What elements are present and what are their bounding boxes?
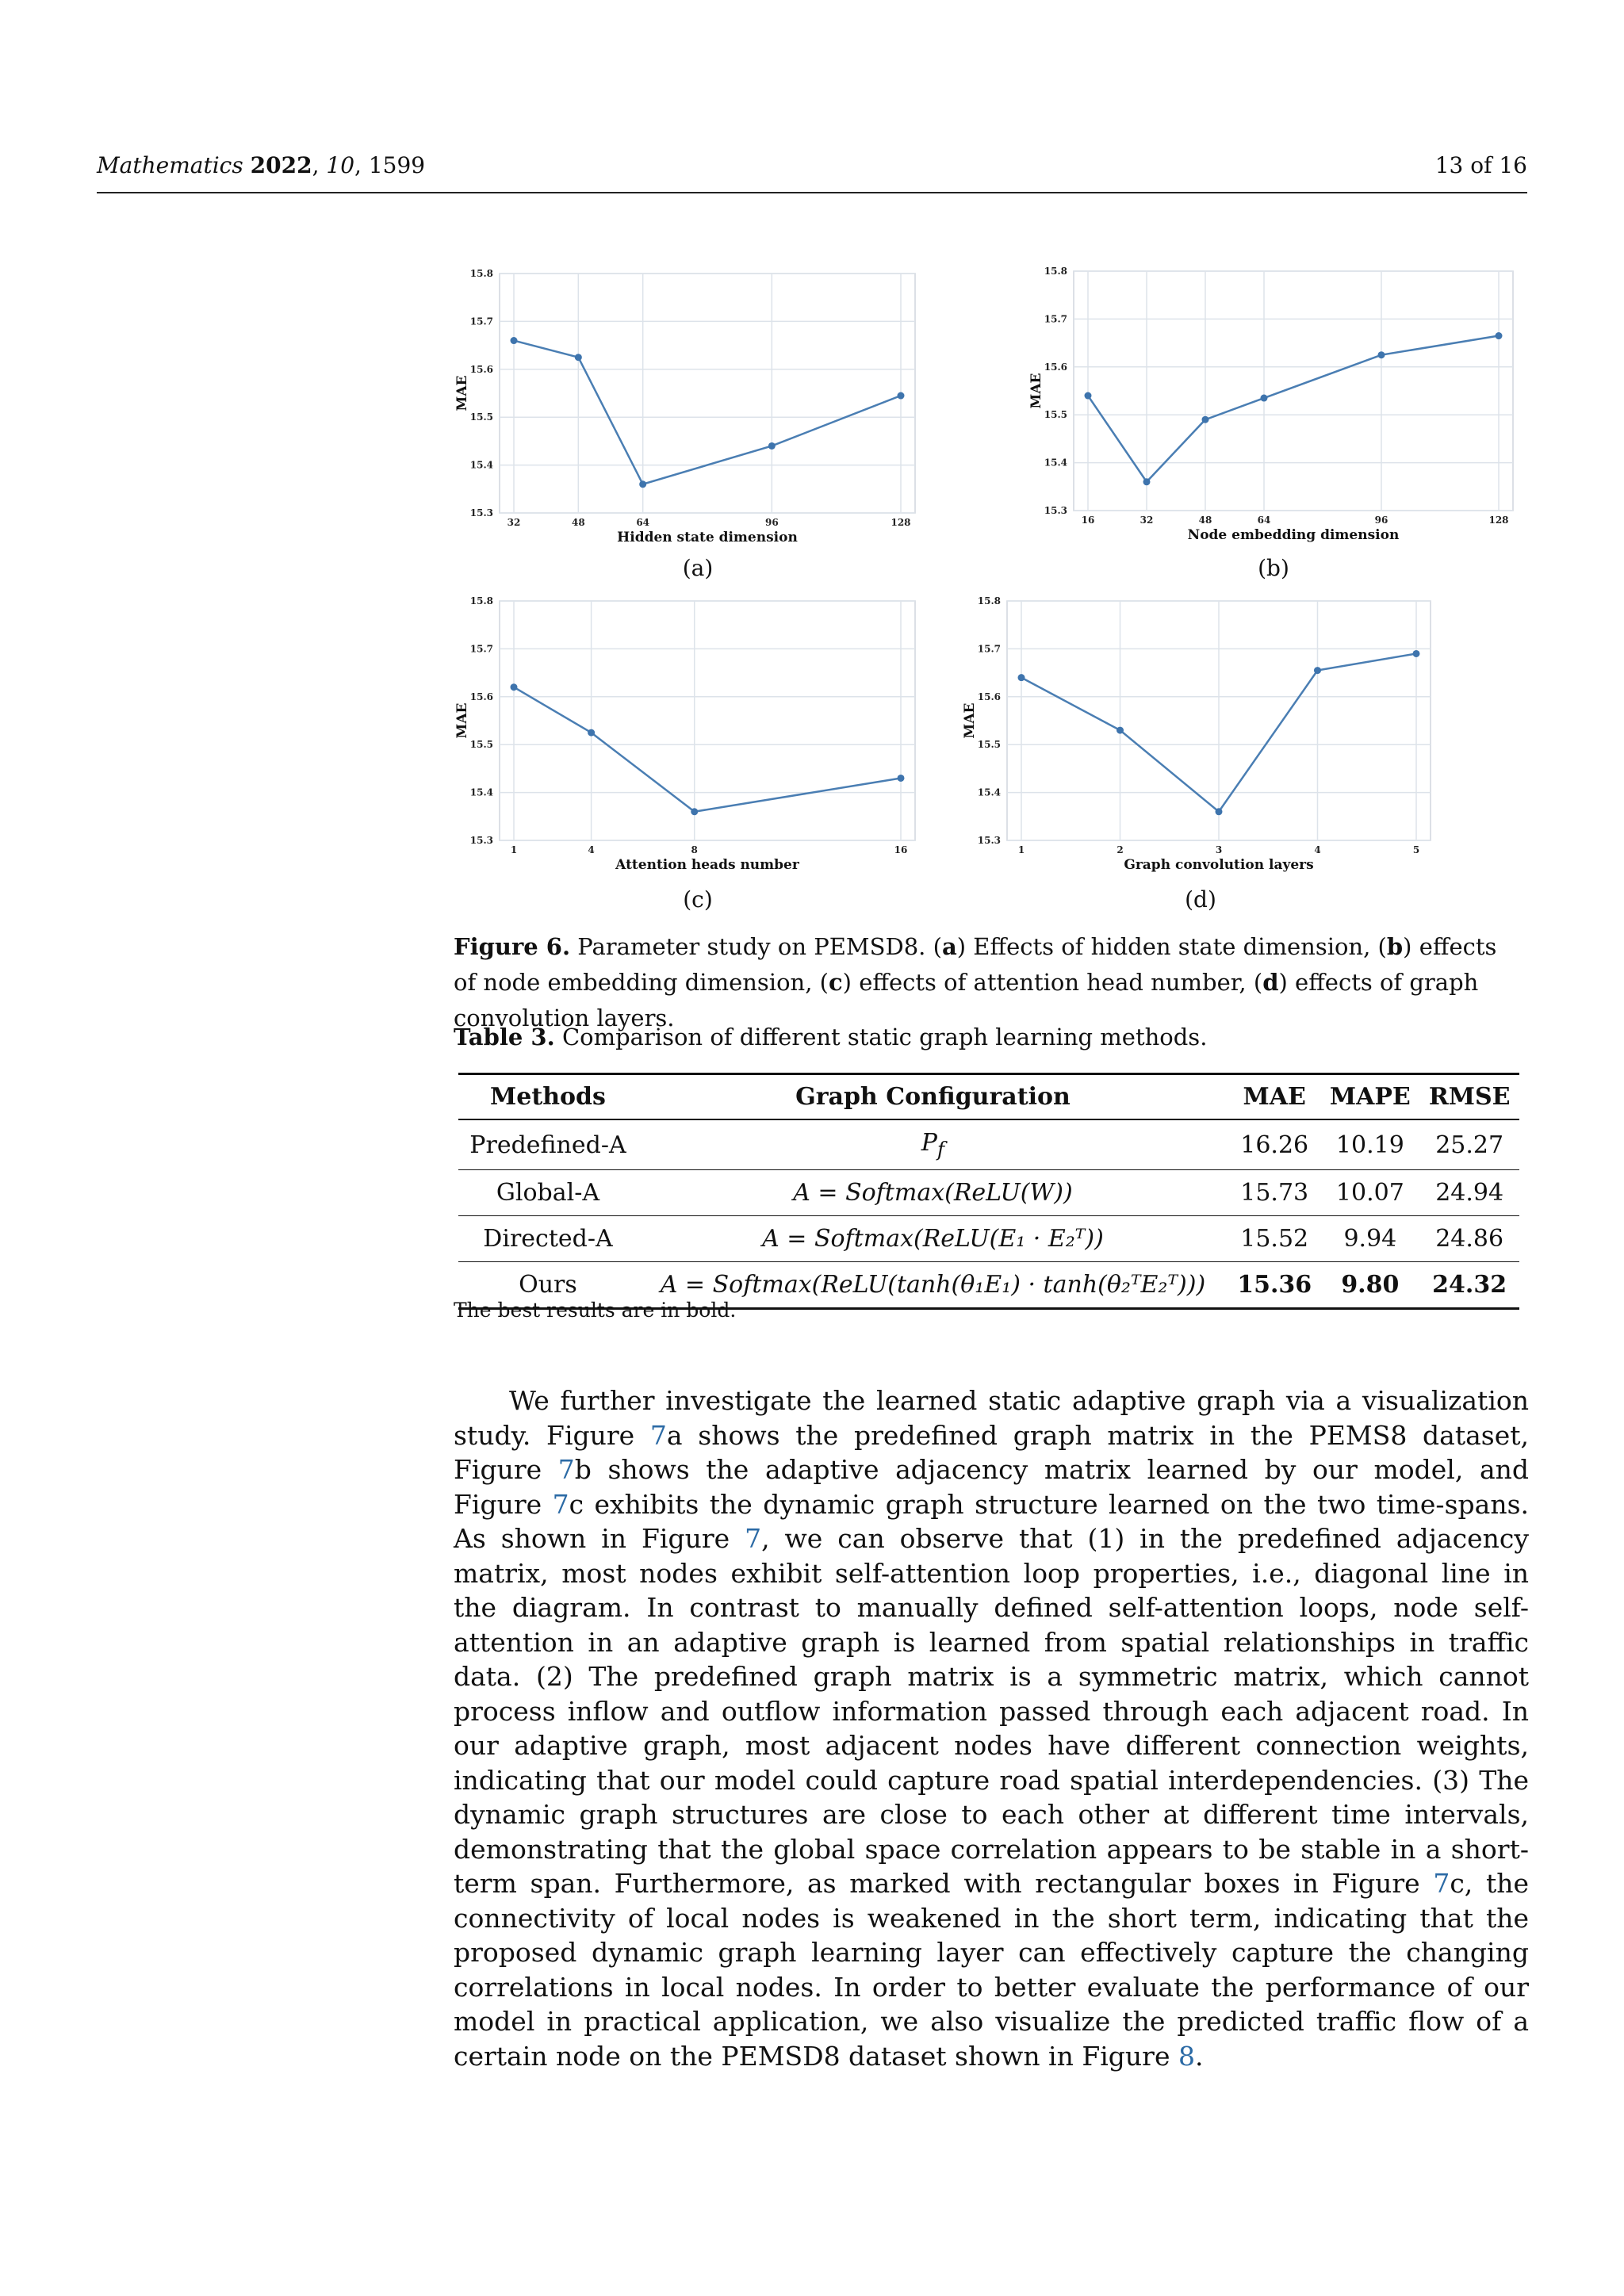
x-tick-label: 96: [1374, 515, 1388, 526]
x-tick-label: 128: [891, 517, 911, 528]
article-number: 1599: [368, 152, 426, 178]
page-header: [97, 144, 1527, 193]
figure-ref-link[interactable]: 7: [1433, 1868, 1450, 1899]
data-point: [1413, 650, 1420, 657]
data-point: [768, 442, 776, 450]
config-cell: A = Softmax(ReLU(E₁ · E₂ᵀ)): [638, 1216, 1228, 1262]
y-tick-label: 15.4: [469, 459, 493, 471]
data-point: [511, 337, 518, 344]
x-tick-label: 32: [1139, 515, 1154, 526]
y-tick-label: 15.3: [977, 835, 1001, 846]
mape-cell: 9.94: [1320, 1216, 1419, 1262]
y-tick-label: 15.6: [1044, 361, 1067, 373]
mae-cell: 15.36: [1228, 1262, 1320, 1309]
col-mape: MAPE: [1320, 1074, 1419, 1120]
data-point: [1378, 351, 1385, 358]
mape-cell: 10.07: [1320, 1170, 1419, 1216]
data-point: [1143, 478, 1151, 485]
table-caption-text: Comparison of different static graph learning methods.: [561, 1024, 1208, 1050]
x-tick-label: 16: [1081, 515, 1095, 526]
mape-cell: 10.19: [1320, 1119, 1419, 1170]
y-tick-label: 15.7: [469, 316, 493, 327]
journal-citation: Mathematics 2022, 10, 1599: [97, 152, 426, 178]
table-header-row: [458, 1074, 1519, 1120]
paragraph-text: b shows the adaptive adjacency matrix learned by our model, and Figure: [454, 1454, 1529, 1520]
y-axis-label: MAE: [1028, 373, 1044, 409]
data-point: [1216, 808, 1223, 815]
method-cell: Directed-A: [458, 1216, 638, 1262]
x-tick-label: 48: [571, 517, 585, 528]
plot-area: [500, 601, 915, 840]
y-tick-label: 15.3: [1044, 505, 1067, 516]
caption-a-text: Effects of hidden state dimension,: [973, 933, 1371, 960]
table-row: [458, 1170, 1519, 1216]
chart-hidden-state-dimension: [454, 262, 929, 547]
y-axis-label: MAE: [962, 702, 978, 739]
caption-c-text: effects of attention head number,: [859, 969, 1247, 996]
rmse-cell: 24.86: [1419, 1216, 1519, 1262]
journal-year: 2022: [250, 152, 312, 178]
y-tick-label: 15.4: [1044, 457, 1067, 469]
data-point: [639, 480, 646, 488]
paragraph-text: We further investigate the learned static adaptive graph via a visualization study. Figure: [454, 1385, 1529, 1451]
x-tick-label: 8: [691, 844, 698, 855]
x-tick-label: 4: [1314, 844, 1321, 855]
x-axis-label: Attention heads number: [615, 857, 799, 873]
paragraph-text: a shows the predefined graph matrix in the PEMS8 dataset, Figure: [454, 1419, 1529, 1485]
y-tick-label: 15.4: [977, 786, 1001, 798]
y-tick-label: 15.4: [469, 786, 493, 798]
y-axis-label: MAE: [454, 702, 470, 739]
config-cell: A = Softmax(ReLU(tanh(θ₁E₁) · tanh(θ₂ᵀE₂ᵀ))): [638, 1262, 1228, 1309]
subfigure-label-a: (a): [682, 555, 714, 581]
data-point: [1261, 395, 1268, 402]
data-point: [1085, 392, 1092, 400]
col-graph-configuration: Graph Configuration: [638, 1074, 1228, 1120]
chart-attention-heads-number: [454, 593, 929, 878]
data-point: [575, 354, 582, 361]
comparison-table: [458, 1073, 1519, 1310]
x-tick-label: 2: [1116, 844, 1124, 855]
config-cell: A = Softmax(ReLU(W)): [638, 1170, 1228, 1216]
table-row: [458, 1216, 1519, 1262]
paragraph-text: c exhibits the dynamic graph structure learned on the two time-spans. As shown in Figure: [454, 1488, 1529, 1554]
y-tick-label: 15.8: [469, 595, 493, 607]
symbol: P: [921, 1129, 937, 1157]
x-tick-label: 64: [1257, 515, 1271, 526]
y-tick-label: 15.5: [977, 739, 1001, 751]
y-tick-label: 15.3: [469, 507, 493, 519]
x-tick-label: 96: [764, 517, 779, 528]
y-tick-label: 15.7: [977, 643, 1001, 655]
mae-cell: 15.73: [1228, 1170, 1320, 1216]
paragraph-text: c, the connectivity of local nodes is weakened in the short term, indicating that the proposed dynamic graph learning layer can effectively capture the changing correlations in local nodes. In order to better evaluate the performance of our model in practical application, we also visualize the predicted traffic flow of a certain node on the PEMSD8 dataset shown in Figure: [454, 1868, 1529, 2072]
x-tick-label: 1: [1017, 844, 1025, 855]
method-cell: Ours: [458, 1262, 638, 1309]
plot-area: [1074, 271, 1513, 511]
x-tick-label: 64: [636, 517, 650, 528]
y-tick-label: 15.6: [977, 691, 1001, 702]
x-tick-label: 16: [894, 844, 908, 855]
data-point: [691, 808, 698, 815]
figure-caption-label: Figure 6.: [454, 933, 571, 960]
caption-d: d: [1262, 969, 1279, 996]
subscript: f: [936, 1138, 945, 1161]
y-tick-label: 15.7: [469, 643, 493, 655]
caption-c: c: [828, 969, 843, 996]
table-caption-label: Table 3.: [454, 1024, 555, 1050]
y-tick-label: 15.3: [469, 835, 493, 846]
series-line: [1088, 336, 1499, 482]
x-axis-label: Graph convolution layers: [1124, 857, 1314, 873]
y-tick-label: 15.5: [1044, 409, 1067, 421]
data-point: [1018, 674, 1025, 681]
journal-volume: 10: [326, 152, 355, 178]
chart-graph-convolution-layers: [961, 593, 1453, 878]
plot-area: [500, 274, 915, 513]
y-tick-label: 15.8: [469, 268, 493, 279]
table-note: The best results are in bold.: [454, 1299, 737, 1322]
data-point: [898, 775, 905, 782]
journal-name: Mathematics: [97, 152, 243, 178]
figure-caption-lead: Parameter study on PEMSD8.: [577, 933, 926, 960]
chart-node-embedding-dimension: [1028, 262, 1535, 547]
figure-ref-link[interactable]: 7: [552, 1488, 569, 1520]
figure-ref-link[interactable]: 7: [649, 1419, 667, 1451]
x-tick-label: 3: [1215, 844, 1223, 855]
data-point: [1116, 727, 1124, 734]
method-cell: Predefined-A: [458, 1119, 638, 1170]
table-row: [458, 1119, 1519, 1170]
paragraph-text: .: [1194, 2040, 1204, 2072]
subfigure-label-d: (d): [1185, 886, 1216, 913]
caption-d-text: effects of graph convolution layers.: [454, 969, 1479, 1031]
x-tick-label: 48: [1198, 515, 1212, 526]
x-tick-label: 128: [1488, 515, 1509, 526]
subfigure-label-b: (b): [1258, 555, 1289, 581]
col-mae: MAE: [1228, 1074, 1320, 1120]
mae-cell: 15.52: [1228, 1216, 1320, 1262]
caption-b: b: [1386, 933, 1404, 960]
page-number: 13 of 16: [1434, 152, 1527, 178]
series-line: [514, 341, 901, 484]
rmse-cell: 24.32: [1419, 1262, 1519, 1309]
y-tick-label: 15.8: [977, 595, 1001, 607]
y-tick-label: 15.8: [1044, 266, 1067, 277]
data-point: [511, 683, 518, 691]
y-tick-label: 15.5: [469, 411, 493, 423]
table-caption: [454, 1020, 1526, 1055]
figure-ref-link[interactable]: 7: [557, 1454, 575, 1485]
body-paragraph: [454, 1383, 1529, 2073]
figure-ref-link[interactable]: 8: [1178, 2040, 1195, 2072]
data-point: [1314, 667, 1321, 674]
x-axis-label: Hidden state dimension: [617, 530, 798, 545]
rmse-cell: 24.94: [1419, 1170, 1519, 1216]
x-tick-label: 1: [510, 844, 518, 855]
rmse-cell: 25.27: [1419, 1119, 1519, 1170]
caption-b-text: effects of node embedding dimension,: [454, 933, 1497, 996]
figure-caption: Figure 6. Parameter study on PEMSD8. (a) Effects of hidden state dimension, (b) effects of node embedding dimension, (c) effects of attention head number, (d) effects of graph convolution layers.: [454, 933, 1497, 1031]
caption-a: a: [941, 933, 957, 960]
col-rmse: RMSE: [1419, 1074, 1519, 1120]
mae-cell: 16.26: [1228, 1119, 1320, 1170]
mape-cell: 9.80: [1320, 1262, 1419, 1309]
x-tick-label: 4: [588, 844, 595, 855]
paragraph-text: , we can observe that (1) in the predefined adjacency matrix, most nodes exhibit self-attention loop properties, i.e., diagonal line in the diagram. In contrast to manually defined self-attention loops, node self-attention in an adaptive graph is learned from spatial relationships in traffic data. (2) The predefined graph matrix is a symmetric matrix, which cannot process inflow and outflow information passed through each adjacent road. In our adaptive graph, most adjacent nodes have different connection weights, indicating that our model could capture road spatial interdependencies. (3) The dynamic graph structures are close to each other at different time intervals, demonstrating that the global space correlation appears to be stable in a short-term span. Furthermore, as marked with rectangular boxes in Figure: [454, 1523, 1529, 1899]
config-cell: [638, 1119, 1228, 1170]
y-tick-label: 15.5: [469, 739, 493, 751]
x-axis-label: Node embedding dimension: [1187, 527, 1400, 543]
subfigure-label-c: (c): [683, 886, 713, 913]
data-point: [588, 729, 595, 737]
x-tick-label: 32: [507, 517, 521, 528]
data-point: [898, 392, 905, 400]
col-methods: Methods: [458, 1074, 638, 1120]
y-axis-label: MAE: [454, 375, 470, 411]
data-point: [1202, 416, 1209, 423]
data-point: [1496, 332, 1503, 339]
x-tick-label: 5: [1412, 844, 1420, 855]
y-tick-label: 15.6: [469, 691, 493, 702]
y-tick-label: 15.7: [1044, 313, 1067, 325]
method-cell: Global-A: [458, 1170, 638, 1216]
figure-ref-link[interactable]: 7: [745, 1523, 762, 1554]
y-tick-label: 15.6: [469, 363, 493, 375]
